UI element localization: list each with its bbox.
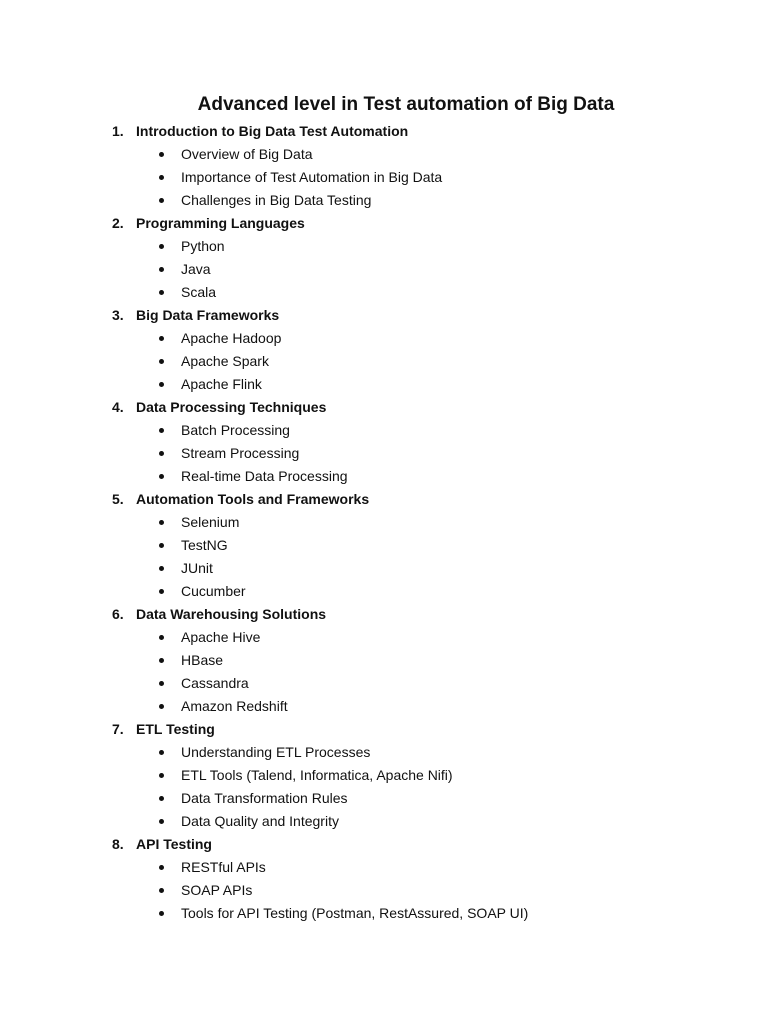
bullet-icon xyxy=(159,336,164,341)
section-heading xyxy=(0,120,768,143)
list-item xyxy=(0,810,768,833)
list-item-label: TestNG xyxy=(181,537,228,553)
section-heading xyxy=(0,304,768,327)
list-item-label: Java xyxy=(181,261,211,277)
section-3 xyxy=(0,304,768,396)
bullet-icon xyxy=(159,773,164,778)
list-item xyxy=(0,695,768,718)
list-item xyxy=(0,143,768,166)
list-item-label: Apache Spark xyxy=(181,353,269,369)
section-heading-label: Data Processing Techniques xyxy=(136,399,327,415)
bullet-icon xyxy=(159,865,164,870)
bullet-list xyxy=(0,419,768,488)
bullet-icon xyxy=(159,198,164,203)
list-item-label: Cassandra xyxy=(181,675,249,691)
section-5 xyxy=(0,488,768,603)
bullet-list xyxy=(0,511,768,603)
list-item xyxy=(0,580,768,603)
list-item-label: Importance of Test Automation in Big Data xyxy=(181,169,443,185)
list-item xyxy=(0,258,768,281)
list-item xyxy=(0,787,768,810)
list-item xyxy=(0,235,768,258)
bullet-icon xyxy=(159,888,164,893)
bullet-icon xyxy=(159,681,164,686)
list-item xyxy=(0,626,768,649)
list-item xyxy=(0,672,768,695)
bullet-icon xyxy=(159,750,164,755)
page-title: Advanced level in Test automation of Big Data xyxy=(197,94,615,115)
bullet-icon xyxy=(159,244,164,249)
list-item xyxy=(0,856,768,879)
list-item xyxy=(0,649,768,672)
list-item-label: Apache Hadoop xyxy=(181,330,282,346)
list-item-label: Data Transformation Rules xyxy=(181,790,348,806)
list-item xyxy=(0,350,768,373)
bullet-icon xyxy=(159,704,164,709)
bullet-icon xyxy=(159,520,164,525)
bullet-list xyxy=(0,143,768,212)
list-item xyxy=(0,373,768,396)
list-item xyxy=(0,511,768,534)
bullet-list xyxy=(0,626,768,718)
section-number: 4. xyxy=(112,399,124,415)
bullet-icon xyxy=(159,428,164,433)
bullet-icon xyxy=(159,267,164,272)
list-item-label: Scala xyxy=(181,284,217,300)
bullet-icon xyxy=(159,152,164,157)
list-item-label: Data Quality and Integrity xyxy=(181,813,339,829)
section-number: 2. xyxy=(112,215,124,231)
section-1 xyxy=(0,120,768,212)
section-list xyxy=(0,120,768,925)
list-item-label: ETL Tools (Talend, Informatica, Apache Nifi) xyxy=(181,767,453,783)
bullet-icon xyxy=(159,175,164,180)
list-item-label: Apache Hive xyxy=(181,629,261,645)
list-item-label: HBase xyxy=(181,652,224,668)
list-item-label: Overview of Big Data xyxy=(181,146,313,162)
list-item-label: Understanding ETL Processes xyxy=(181,744,371,760)
bullet-icon xyxy=(159,382,164,387)
section-heading-label: Automation Tools and Frameworks xyxy=(136,491,370,507)
section-7 xyxy=(0,718,768,833)
section-number: 8. xyxy=(112,836,124,852)
bullet-icon xyxy=(159,796,164,801)
list-item-label: SOAP APIs xyxy=(181,882,253,898)
section-heading xyxy=(0,718,768,741)
bullet-icon xyxy=(159,359,164,364)
section-number: 6. xyxy=(112,606,124,622)
bullet-icon xyxy=(159,474,164,479)
section-heading xyxy=(0,833,768,856)
section-heading-label: API Testing xyxy=(136,836,212,852)
section-heading-label: Programming Languages xyxy=(136,215,305,231)
section-heading-label: Data Warehousing Solutions xyxy=(136,606,327,622)
list-item xyxy=(0,465,768,488)
bullet-icon xyxy=(159,589,164,594)
section-2 xyxy=(0,212,768,304)
list-item xyxy=(0,902,768,925)
list-item-label: JUnit xyxy=(181,560,213,576)
list-item xyxy=(0,442,768,465)
section-heading xyxy=(0,212,768,235)
section-number: 1. xyxy=(112,123,124,139)
list-item-label: Selenium xyxy=(181,514,240,530)
bullet-list xyxy=(0,235,768,304)
bullet-icon xyxy=(159,819,164,824)
section-heading xyxy=(0,603,768,626)
section-number: 7. xyxy=(112,721,124,737)
bullet-icon xyxy=(159,290,164,295)
section-4 xyxy=(0,396,768,488)
section-number: 5. xyxy=(112,491,124,507)
list-item xyxy=(0,741,768,764)
section-heading-label: ETL Testing xyxy=(136,721,215,737)
list-item xyxy=(0,327,768,350)
section-heading-label: Introduction to Big Data Test Automation xyxy=(136,123,409,139)
list-item-label: Batch Processing xyxy=(181,422,290,438)
list-item-label: Python xyxy=(181,238,225,254)
list-item-label: Stream Processing xyxy=(181,445,300,461)
bullet-icon xyxy=(159,635,164,640)
list-item-label: Tools for API Testing (Postman, RestAssured, SOAP UI) xyxy=(181,905,529,921)
list-item xyxy=(0,557,768,580)
list-item-label: RESTful APIs xyxy=(181,859,266,875)
section-6 xyxy=(0,603,768,718)
list-item xyxy=(0,879,768,902)
bullet-list xyxy=(0,856,768,925)
list-item xyxy=(0,166,768,189)
bullet-icon xyxy=(159,566,164,571)
list-item xyxy=(0,189,768,212)
bullet-list xyxy=(0,741,768,833)
section-heading-label: Big Data Frameworks xyxy=(136,307,280,323)
list-item xyxy=(0,764,768,787)
list-item-label: Apache Flink xyxy=(181,376,262,392)
section-8 xyxy=(0,833,768,925)
section-heading xyxy=(0,488,768,511)
list-item-label: Amazon Redshift xyxy=(181,698,288,714)
list-item xyxy=(0,419,768,442)
bullet-icon xyxy=(159,911,164,916)
list-item xyxy=(0,281,768,304)
list-item-label: Challenges in Big Data Testing xyxy=(181,192,372,208)
bullet-icon xyxy=(159,658,164,663)
bullet-list xyxy=(0,327,768,396)
list-item xyxy=(0,534,768,557)
bullet-icon xyxy=(159,451,164,456)
bullet-icon xyxy=(159,543,164,548)
list-item-label: Real-time Data Processing xyxy=(181,468,348,484)
section-number: 3. xyxy=(112,307,124,323)
list-item-label: Cucumber xyxy=(181,583,246,599)
section-heading xyxy=(0,396,768,419)
